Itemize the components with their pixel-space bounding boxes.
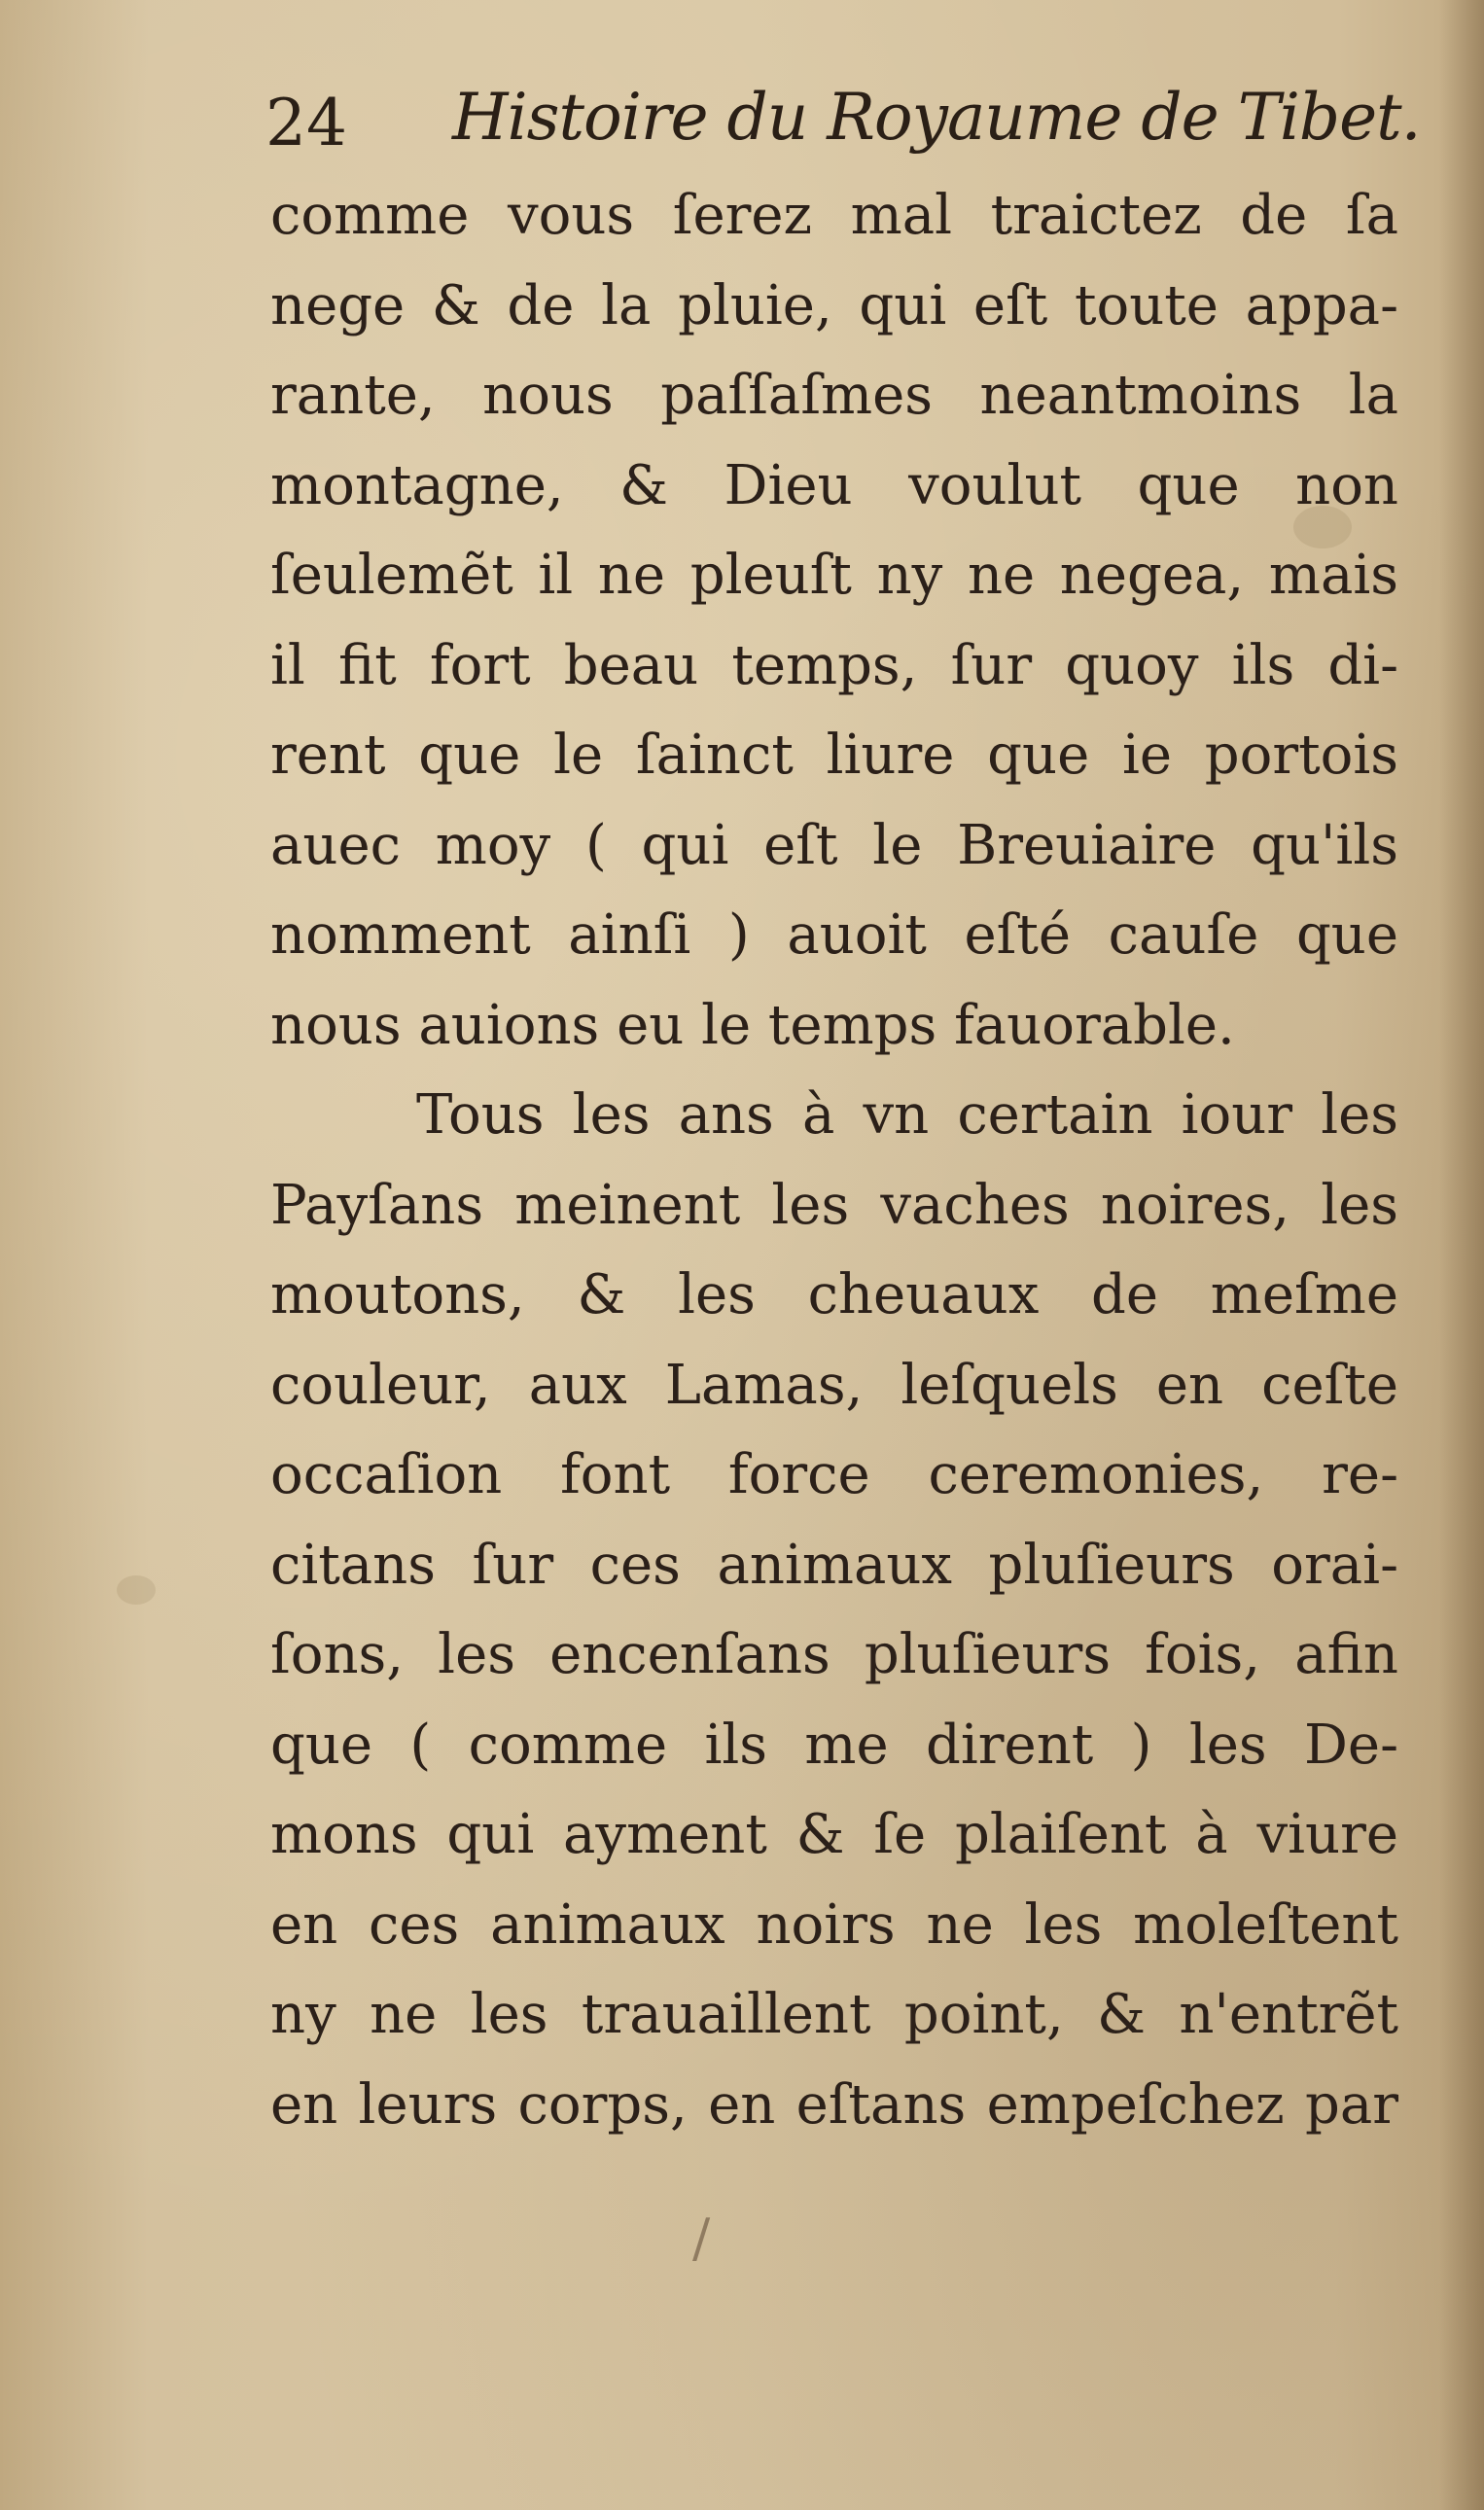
page-gutter-shadow [1439, 0, 1484, 2510]
text-line: couleur, aux Lamas, leſquels en ceſte [270, 1353, 1398, 1417]
text-line: Payſans meinent les vaches noires, les [270, 1173, 1398, 1237]
text-line: montagne, & Dieu voulut que non [270, 453, 1398, 517]
text-line: rante, nous paſſaſmes neantmoins la [270, 364, 1398, 427]
text-line: nege & de la pluie, qui eſt toute appa- [270, 273, 1398, 337]
text-line: citans ſur ces animaux pluſieurs orai- [270, 1533, 1398, 1597]
text-line: occaſion font force ceremonies, re- [270, 1443, 1398, 1506]
text-line: ſeulemẽt il ne pleuſt ny ne negea, mais [270, 544, 1398, 607]
text-line: il fit fort beau temps, ſur quoy ils di- [270, 633, 1398, 697]
text-line: auec moy ( qui eſt le Breuiaire qu'ils [270, 813, 1398, 877]
running-title: Histoire du Royaume de Tibet. [452, 80, 1421, 155]
text-line: que ( comme ils me dirent ) les De- [270, 1713, 1398, 1777]
margin-mark: / [692, 2208, 711, 2269]
text-line: ny ne les trauaillent point, & n'entrẽt [270, 1983, 1398, 2046]
text-line: Tous les ans à vn certain iour les [416, 1083, 1398, 1147]
running-header [258, 68, 1421, 175]
text-line: nomment ainſi ) auoit eſté cauſe que [270, 903, 1398, 967]
paper-stain [117, 1575, 156, 1605]
text-line: nous auions eu le temps fauorable. [270, 993, 1235, 1057]
text-line: en ces animaux noirs ne les moleſtent [270, 1892, 1398, 1957]
body-text [270, 171, 1398, 2150]
text-line: rent que le ſainct liure que ie portois [270, 724, 1398, 787]
text-line: en leurs corps, en eſtans empeſchez par [270, 2072, 1398, 2137]
text-line: comme vous ſerez mal traictez de ſa [270, 184, 1398, 247]
text-line: moutons, & les cheuaux de meſme [270, 1263, 1398, 1326]
page-number: 24 [265, 86, 347, 160]
text-line: mons qui ayment & ſe plaiſent à viure [270, 1803, 1398, 1866]
text-line: ſons, les encenſans pluſieurs fois, afin [270, 1623, 1398, 1686]
